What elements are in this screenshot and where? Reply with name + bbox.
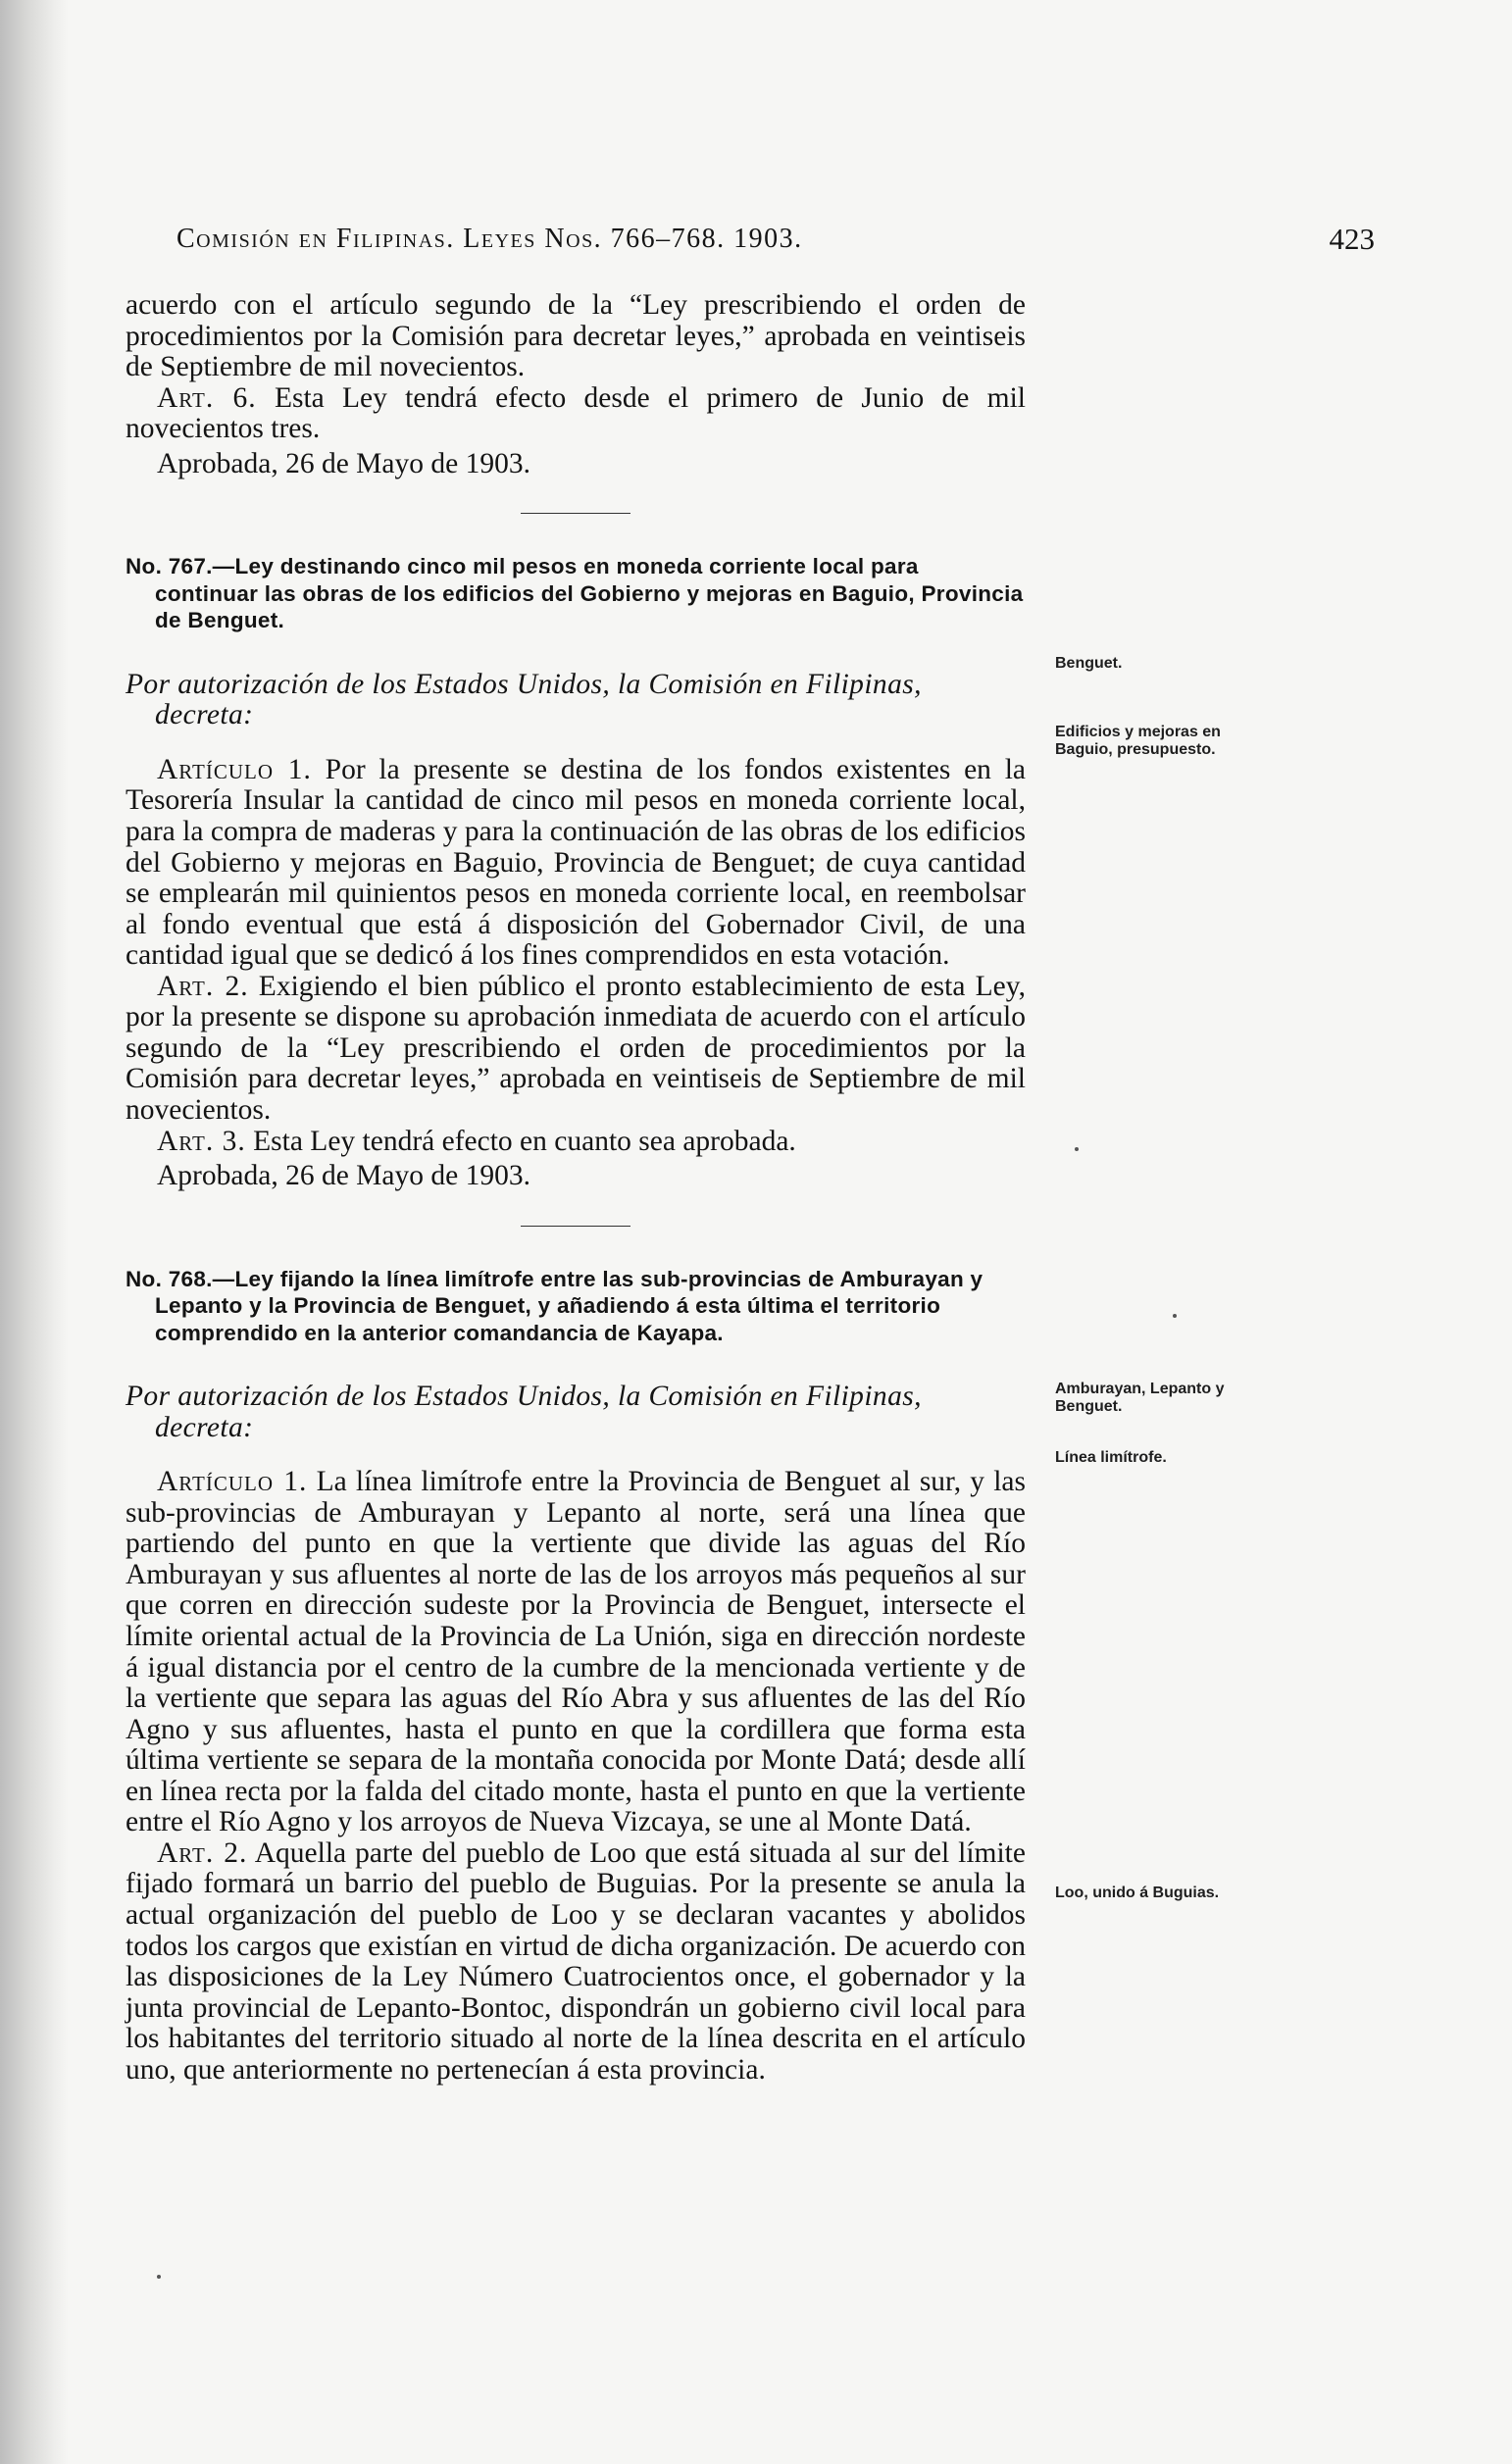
- margin-note-benguet: Benguet.: [1055, 655, 1123, 672]
- margin-note-edificios: Edificios y mejoras en Baguio, presupuesto.: [1055, 724, 1221, 759]
- article-text: Esta Ley tendrá efecto desde el primero de Junio de mil novecientos tres.: [126, 381, 1026, 445]
- page-number: 423: [1329, 222, 1375, 256]
- article-text: Por la presente se destina de los fondos existentes en la Tesorería Insular la cantidad de cinco mil pesos en moneda corriente local, para la compra de maderas y para la continuación de las obras de los edificios del Gobierno y mejoras en Baguio, Provincia de Benguet; de cuya cantidad se emplearán mil quinientos pesos en moneda corriente local, en reembolsar al fondo eventual que está á disposición del Gobernador Civil, de una cantidad igual que se dedicó á los fines comprendidos en esta votación.: [126, 753, 1026, 972]
- law-768-article-2: [126, 1838, 1026, 2087]
- scan-speck: [1173, 1314, 1177, 1318]
- article-number: Art. 2.: [157, 1836, 248, 1869]
- article-6: [126, 383, 1026, 445]
- section-divider: [521, 1226, 630, 1227]
- margin-note-amburayan: Amburayan, Lepanto y Benguet.: [1055, 1381, 1225, 1416]
- margin-note-linea: Línea limítrofe.: [1055, 1449, 1167, 1466]
- law-768-article-1: [126, 1467, 1026, 1838]
- running-head: Comisión en Filipinas. Leyes Nos. 766–768. 1903.: [176, 224, 803, 254]
- article-number: Art. 3.: [157, 1125, 246, 1157]
- main-text-column: [126, 290, 1026, 2086]
- article-number: Art. 2.: [157, 970, 249, 1002]
- scan-speck: [157, 2275, 161, 2279]
- section-divider: [521, 513, 630, 514]
- approval-date: Aprobada, 26 de Mayo de 1903.: [157, 447, 530, 479]
- article-number: Artículo 1.: [157, 753, 312, 785]
- article-number: Art. 6.: [157, 381, 257, 414]
- scan-speck: [1075, 1147, 1079, 1151]
- approval-date: Aprobada, 26 de Mayo de 1903.: [157, 1160, 530, 1192]
- article-number: Artículo 1.: [157, 1466, 308, 1498]
- law-767-preamble: Por autorización de los Estados Unidos, la Comisión en Filipinas, decreta:: [126, 668, 922, 731]
- law-768-title: No. 768.—Ley fijando la línea limítrofe entre las sub-provincias de Amburayan y Lepanto y la Provincia de Benguet, y añadiendo á esta última el territorio comprendido en la anterior comandancia de Kayapa.: [126, 1266, 983, 1345]
- margin-note-loo: Loo, unido á Buguias.: [1055, 1885, 1220, 1901]
- law-767-article-3: [126, 1127, 1026, 1158]
- article-text: Aquella parte del pueblo de Loo que está situada al sur del límite fijado formará un barrio del pueblo de Buguias. Por la presente se anula la actual organización del pueblo de Loo y se declaran vacantes y abolidos todos los cargos que existían en virtud de dicha organización. De acuerdo con las disposiciones de la Ley Número Cuatrocientos once, el gobernador y la junta provincial de Lepanto-Bontoc, dispondrán un gobierno civil local para los habitantes del territorio situado al norte de la línea descrita en el artículo uno, que anteriormente no pertenecían á esta provincia.: [126, 1836, 1026, 2086]
- law-767-title: No. 767.—Ley destinando cinco mil pesos en moneda corriente local para continuar las obras de los edificios del Gobierno y mejoras en Baguio, Provincia de Benguet.: [126, 554, 1024, 633]
- law-768-preamble: Por autorización de los Estados Unidos, la Comisión en Filipinas, decreta:: [126, 1381, 922, 1443]
- page-binding-shadow: [0, 0, 69, 2464]
- article-text: Esta Ley tendrá efecto en cuanto sea aprobada.: [245, 1125, 796, 1157]
- continuation-paragraph: acuerdo con el artículo segundo de la “Ley prescribiendo el orden de procedimientos por la Comisión para decretar leyes,” aprobada en veintiseis de Septiembre de mil novecientos.: [126, 289, 1026, 383]
- law-767-article-1: [126, 755, 1026, 972]
- article-text: La línea limítrofe entre la Provincia de Benguet al sur, y las sub-provincias de Amburayan y Lepanto al norte, será una línea que partiendo del punto en que la vertiente que divide las aguas del Río Amburayan y sus afluentes al norte de las de los arroyos más pequeños al sur que corren en dirección sudeste por la Provincia de Benguet, intersecte el límite oriental actual de la Provincia de La Unión, siga en dirección nordeste á igual distancia por el centro de la cumbre de la mencionada vertiente y de la vertiente que separa las aguas del Río Abra y sus afluentes de las del Río Agno y sus afluentes, hasta el punto en que la cordillera que forma esta última vertiente se separa de la montaña conocida por Monte Datá; desde allí en línea recta por la falda del citado monte, hasta el punto en que la vertiente entre el Río Agno y los arroyos de Nueva Vizcaya, se une al Monte Datá.: [126, 1466, 1026, 1838]
- article-text: Exigiendo el bien público el pronto establecimiento de esta Ley, por la presente se dispone su aprobación inmediata de acuerdo con el artículo segundo de la “Ley prescribiendo el orden de procedimientos por la Comisión para decretar leyes,” aprobada en veintiseis de Septiembre de mil novecientos.: [126, 970, 1026, 1126]
- law-767-article-2: [126, 972, 1026, 1127]
